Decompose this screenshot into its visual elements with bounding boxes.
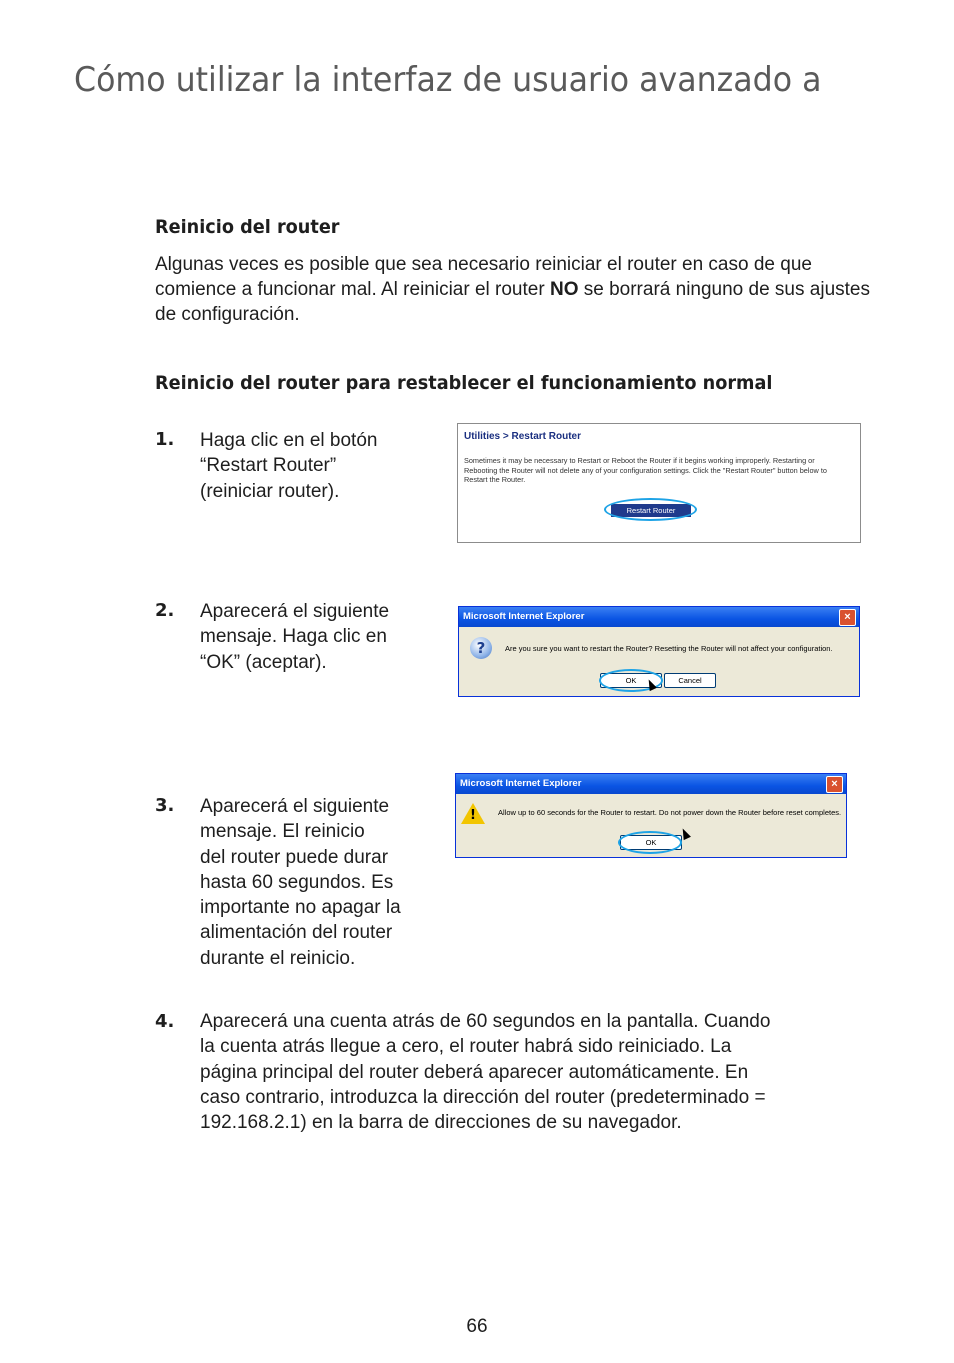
step-number-3: 3.: [155, 795, 175, 816]
step-text-4: Aparecerá una cuenta atrás de 60 segundos en la pantalla. Cuando la cuenta atrás llegue a cero, el router habrá sido reiniciado. La página principal del router deberá aparecer automáticamente. En caso contrario, introduzca la dirección del router (predeterminado = 192.168.2.1) en la barra de direcciones de su navegador.: [200, 1011, 771, 1134]
intro-paragraph: [155, 252, 875, 327]
page-title: Cómo utilizar la interfaz de usuario avanzado a: [74, 60, 822, 100]
ok-button[interactable]: OK: [600, 673, 662, 688]
dialog-message: Are you sure you want to restart the Router? Resetting the Router will not affect your configuration.: [505, 644, 833, 653]
intro-text-1: Algunas veces es posible que sea necesario reiniciar el router en caso de que comience a funcionar mal. Al reiniciar el router: [155, 254, 812, 300]
restart-notice-dialog: [455, 773, 847, 858]
step-number-1: 1.: [155, 429, 175, 450]
close-icon[interactable]: ×: [839, 609, 856, 626]
step-text-1: Haga clic en el botón “Restart Router” (reiniciar router).: [200, 430, 378, 502]
dialog-titlebar: [456, 774, 846, 794]
step-number-4: 4.: [155, 1011, 175, 1032]
step-text-2: Aparecerá el siguiente mensaje. Haga clic en “OK” (aceptar).: [200, 601, 390, 673]
dialog-message: Allow up to 60 seconds for the Router to restart. Do not power down the Router before reset completes.: [498, 808, 842, 817]
warning-mark: !: [470, 808, 476, 823]
step-text-3: Aparecerá el siguiente mensaje. El reinicio del router puede durar hasta 60 segundos. Es importante no apagar la alimentación del router durante el reinicio.: [200, 796, 401, 969]
question-icon: ?: [470, 637, 492, 659]
confirm-restart-dialog: [458, 606, 860, 697]
section-heading-restart: Reinicio del router: [155, 216, 340, 238]
cancel-button[interactable]: Cancel: [664, 673, 716, 688]
close-icon[interactable]: ×: [826, 776, 843, 793]
dialog-title: Microsoft Internet Explorer: [463, 611, 585, 622]
dialog-titlebar: [459, 607, 859, 627]
restart-router-button[interactable]: Restart Router: [611, 504, 691, 517]
restart-router-screenshot: [457, 423, 861, 543]
highlight-ring: [604, 498, 697, 521]
restart-description: Sometimes it may be necessary to Restart or Reboot the Router if it begins working improperly. Restarting or Rebooting the Router will not delete any of your configuration settings. Click the "Restart Router" button below to Restart the Router.: [464, 456, 827, 484]
breadcrumb: Utilities > Restart Router: [464, 431, 581, 442]
section-heading-normal-operation: Reinicio del router para restablecer el funcionamiento normal: [155, 372, 773, 394]
intro-text-2: se borrará ninguno de sus ajustes de configuración.: [155, 279, 870, 325]
page-number: 66: [466, 1316, 488, 1337]
highlight-ring: [618, 831, 682, 854]
step-number-2: 2.: [155, 600, 175, 621]
dialog-title: Microsoft Internet Explorer: [460, 778, 582, 789]
intro-bold-no: NO: [549, 279, 579, 300]
ok-button[interactable]: OK: [620, 835, 682, 850]
